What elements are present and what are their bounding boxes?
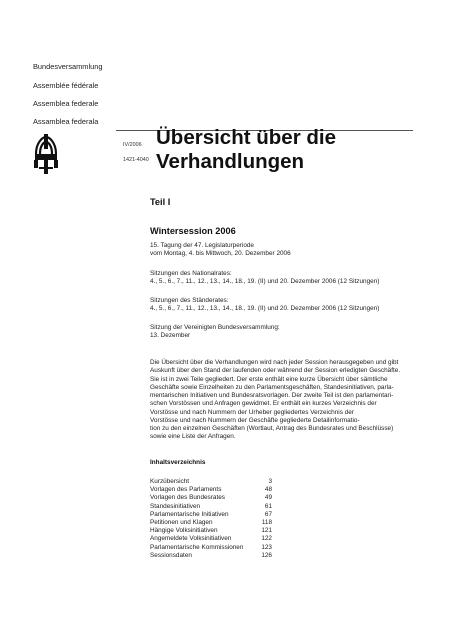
federal-cross-emblem-icon	[33, 134, 59, 176]
toc-item-label: Vorlagen des Parlaments	[150, 486, 222, 494]
sittings-label: Sitzungen des Nationalrates:	[150, 270, 232, 277]
toc-item[interactable]	[150, 552, 272, 560]
session-line-2: vom Montag, 4. bis Mittwoch, 20. Dezember 2006	[150, 250, 291, 258]
org-name-fr: Assemblée fédérale	[33, 81, 99, 90]
sittings-staenderat	[150, 297, 422, 314]
intro-line: schen Vorstössen und Anfragen gewidmet. Er enthält ein kurzes Verzeichnis der	[150, 400, 377, 408]
toc-item-page: 126	[261, 551, 272, 559]
toc-title: Inhaltsverzeichnis	[150, 459, 206, 466]
intro-line: sowie eine Liste der Anfragen.	[150, 433, 236, 441]
toc-item-label: Kurzübersicht	[150, 478, 190, 485]
title-line-1: Übersicht über die	[156, 126, 336, 149]
toc-item[interactable]	[150, 494, 272, 502]
toc-item-page: 122	[261, 535, 272, 543]
session-info	[150, 242, 422, 259]
doc-code: IV/2006	[123, 142, 142, 148]
session-heading: Wintersession 2006	[150, 226, 236, 236]
toc-item[interactable]	[150, 478, 272, 486]
toc-item-page: 61	[264, 502, 272, 510]
session-line-1: 15. Tagung der 47. Legislaturperiode	[150, 242, 254, 249]
toc-item-label: Parlamentarische Kommissionen	[150, 543, 244, 551]
sittings-vereinigte	[150, 324, 422, 341]
toc-item[interactable]	[150, 511, 272, 519]
org-name-it: Assemblea federale	[33, 99, 99, 108]
toc-item[interactable]	[150, 527, 272, 535]
intro-line: Sie ist in zwei Teile gegliedert. Der erste enthält eine kurze Übersicht über sämtliche	[150, 375, 388, 383]
intro-line: tion zu den einzelnen Geschäften (Wortlaut, Antrag des Bundesrates und Beschlüsse)	[150, 425, 394, 432]
title-line-2: Verhandlungen	[156, 149, 305, 173]
toc-item-label: Sessionsdaten	[150, 551, 192, 559]
org-name-rm: Assamblea federala	[33, 117, 99, 126]
sittings-label: Sitzungen des Ständerates:	[150, 297, 229, 304]
toc-item-label: Vorlagen des Bundesrates	[150, 494, 225, 502]
toc-item[interactable]	[150, 486, 272, 494]
sittings-nationalrat	[150, 270, 422, 287]
toc-item-label: Parlamentarische Initiativen	[150, 510, 229, 518]
toc-item-page: 3	[268, 478, 272, 485]
toc-item-page: 123	[261, 543, 272, 551]
intro-line: mentarischen Initiativen und Bundesratsvorlagen. Der zweite Teil ist den parlamentari-	[150, 392, 394, 399]
toc-item[interactable]	[150, 519, 272, 527]
sittings-value: 4., 5., 6., 7., 11., 12., 13., 14., 18., 19. (II) und 20. Dezember 2006 (12 Sitzungen)	[150, 305, 380, 313]
toc-item-page: 48	[264, 486, 272, 494]
toc-list	[150, 478, 272, 560]
toc-item[interactable]	[150, 503, 272, 511]
toc-item-page: 118	[261, 519, 272, 527]
toc-item[interactable]	[150, 544, 272, 552]
doc-number: 1421-4040	[123, 157, 149, 163]
intro-line: Geschäfte sowie Einzelheiten zu den Parlamentsgeschäften, Standesinitiativen, parla-	[150, 383, 394, 391]
toc-item-label: Angemeldete Volksinitiativen	[150, 535, 232, 543]
toc-item-page: 121	[261, 527, 272, 535]
toc-item-label: Petitionen und Klagen	[150, 519, 213, 527]
sittings-value: 13. Dezember	[150, 332, 191, 340]
part-heading: Teil I	[150, 197, 171, 207]
sittings-label: Sitzung der Vereinigten Bundesversammlung:	[150, 324, 280, 331]
sittings-value: 4., 5., 6., 7., 11., 12., 13., 14., 18., 19. (II) und 20. Dezember 2006 (12 Sitzungen)	[150, 278, 380, 286]
intro-line: Vorstösse und nach Nummern der Geschäfte gegliederte Detailinformatio-	[150, 416, 360, 424]
toc-item[interactable]	[150, 535, 272, 543]
toc-item-page: 67	[264, 510, 272, 518]
toc-item-label: Standesinitiativen	[150, 502, 201, 510]
toc-item-page: 49	[264, 494, 272, 502]
intro-line: Die Übersicht über die Verhandlungen wird nach jeder Session herausgegeben und gibt	[150, 359, 399, 366]
toc-item-label: Hängige Volksinitiativen	[150, 527, 218, 535]
intro-line: Auskunft über den Stand der laufenden oder während der Session erledigten Geschäfte.	[150, 367, 401, 375]
intro-paragraph	[150, 359, 422, 442]
intro-line: Vorstösse und nach Nummern der Urheber gegliedertes Verzeichnis der	[150, 408, 354, 416]
org-name-de: Bundesversammlung	[33, 62, 103, 71]
page-title	[156, 126, 336, 173]
